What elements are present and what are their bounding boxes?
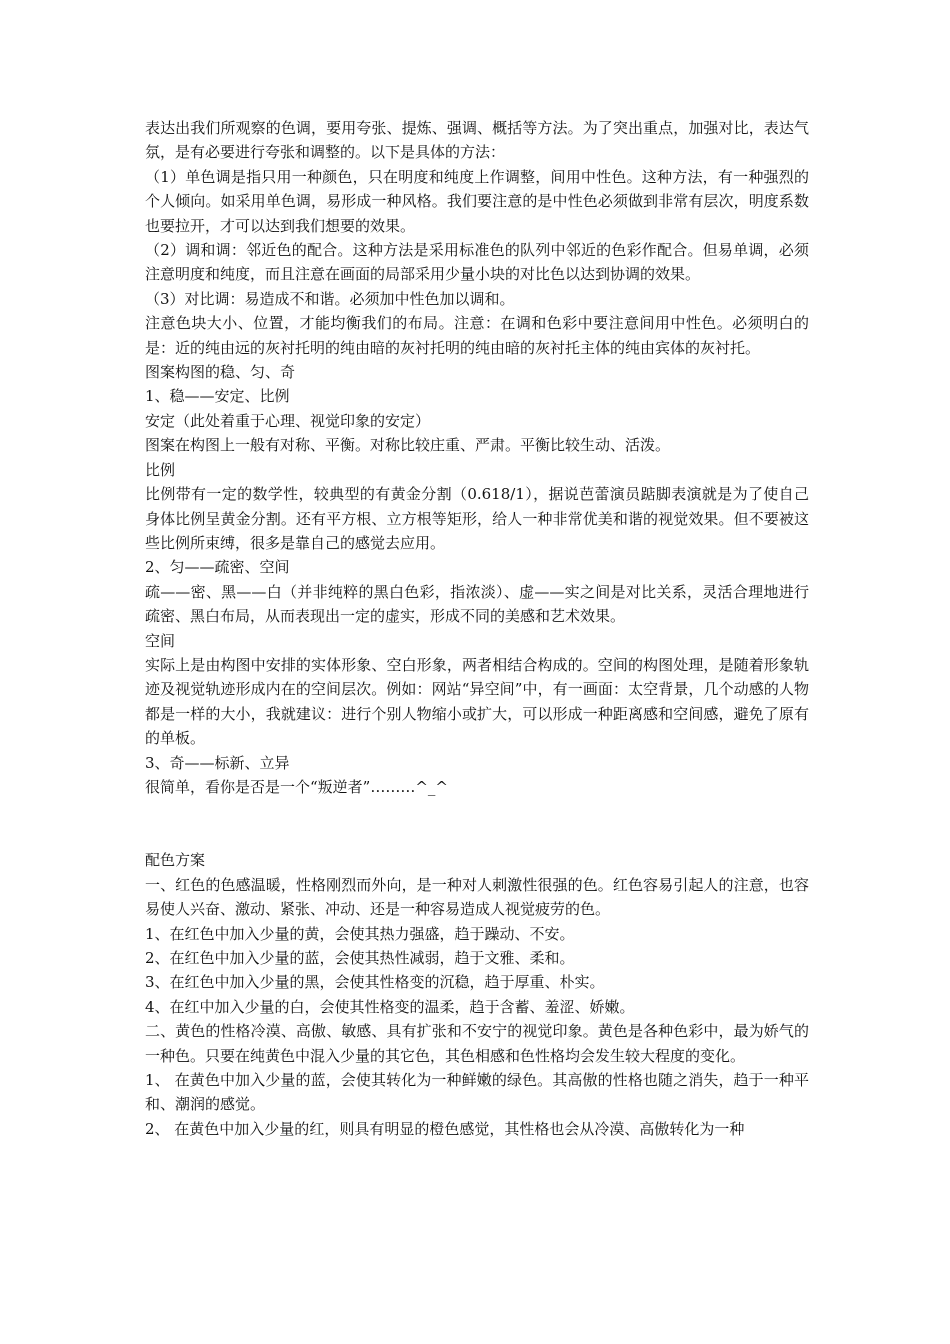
subheading: 比例 (145, 460, 176, 479)
paragraph: 一、红色的色感温暖，性格刚烈而外向，是一种对人刺激性很强的色。红色容易引起人的注意，也容易使人兴奋、激动、紧张、冲动、还是一种容易造成人视觉疲劳的色。 (145, 875, 809, 919)
paragraph: （2）调和调：邻近色的配合。这种方法是采用标准色的队列中邻近的色彩作配合。但易单调，必须注意明度和纯度，而且注意在画面的局部采用少量小块的对比色以达到协调的效果。 (145, 241, 809, 284)
paragraph: 疏——密、黑——白（并非纯粹的黑白色彩，指浓淡）、虚——实之间是对比关系，灵活合理地进行疏密、黑白布局，从而表现出一定的虚实，形成不同的美感和艺术效果。 (145, 582, 809, 626)
list-item: 2、在红色中加入少量的蓝，会使其热性减弱，趋于文雅、柔和。 (145, 949, 575, 967)
subheading: 1、稳——安定、比例 (145, 387, 290, 406)
paragraph: 实际上是由构图中安排的实体形象、空白形象，两者相结合构成的。空间的构图处理，是随着形象轨迹及视觉轨迹形成内在的空间层次。例如：网站“异空间”中，有一画面：太空背景，几个动感的人物都是一样的大小，我就建议：进行个别人物缩小或扩大，可以形成一种距离感和空间感，避免了原有的单板。 (145, 655, 809, 748)
section-spacer (145, 799, 809, 848)
list-item: 2、 在黄色中加入少量的红，则具有明显的橙色感觉，其性格也会从冷漠、高傲转化为一种 (145, 1119, 745, 1138)
section-heading: 图案构图的稳、匀、奇 (145, 363, 296, 382)
paragraph: 很简单，看你是否是一个“叛逆者”………^_^ (145, 777, 448, 796)
subheading: 空间 (145, 631, 176, 650)
section-heading: 配色方案 (145, 851, 206, 870)
subheading: 2、匀——疏密、空间 (145, 558, 290, 577)
list-item: 1、 在黄色中加入少量的蓝，会使其转化为一种鲜嫩的绿色。其高傲的性格也随之消失，趋于一种平和、潮润的感觉。 (145, 1071, 809, 1114)
paragraph: 比例带有一定的数学性，较典型的有黄金分割（0.618/1），据说芭蕾演员踮脚表演就是为了使自己身体比例呈黄金分割。还有平方根、立方根等矩形，给人一种非常优美和谐的视觉效果。但不要被这些比例所束缚，很多是靠自己的感觉去应用。 (145, 485, 809, 552)
paragraph: 表达出我们所观察的色调，要用夸张、提炼、强调、概括等方法。为了突出重点，加强对比，表达气氛，是有必要进行夸张和调整的。以下是具体的方法： (145, 119, 809, 162)
document-body (145, 116, 809, 1141)
subheading: 3、奇——标新、立异 (145, 753, 290, 772)
paragraph: 图案在构图上一般有对称、平衡。对称比较庄重、严肃。平衡比较生动、活泼。 (145, 436, 671, 455)
list-item: 3、在红色中加入少量的黑，会使其性格变的沉稳，趋于厚重、朴实。 (145, 973, 605, 992)
paragraph: （1）单色调是指只用一种颜色，只在明度和纯度上作调整，间用中性色。这种方法，有一种强烈的个人倾向。如采用单色调，易形成一种风格。我们要注意的是中性色必须做到非常有层次，明度系数也要拉开，才可以达到我们想要的效果。 (145, 167, 809, 235)
list-item: 1、在红色中加入少量的黄，会使其热力强盛，趋于躁动、不安。 (145, 924, 575, 943)
paragraph: 注意色块大小、位置，才能均衡我们的布局。注意：在调和色彩中要注意间用中性色。必须明白的是：近的纯由远的灰衬托明的纯由暗的灰衬托明的纯由暗的灰衬托主体的纯由宾体的灰衬托。 (145, 314, 809, 357)
paragraph: （3）对比调：易造成不和谐。必须加中性色加以调和。 (145, 289, 515, 308)
list-item: 4、在红中加入少量的白，会使其性格变的温柔，趋于含蓄、羞涩、娇嫩。 (145, 997, 635, 1016)
paragraph: 安定（此处着重于心理、视觉印象的安定） (145, 411, 431, 430)
paragraph: 二、黄色的性格冷漠、高傲、敏感、具有扩张和不安宁的视觉印象。黄色是各种色彩中，最为娇气的一种色。只要在纯黄色中混入少量的其它色，其色相感和色性格均会发生较大程度的变化。 (145, 1022, 809, 1065)
